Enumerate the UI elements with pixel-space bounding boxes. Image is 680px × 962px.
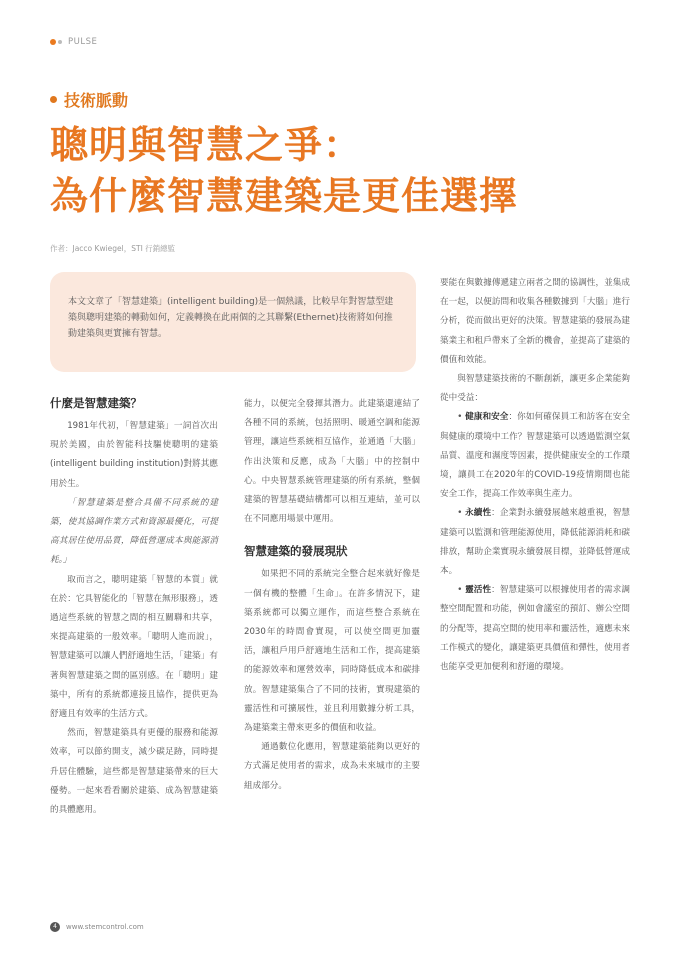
benefit-text: ：企業對永續發展越來越重視，智慧建築可以監測和管理能源使用，降低能源消耗和碳排放，幫助企業實現永續發展目標，並降低營運成本。 (440, 508, 630, 577)
page-number: 4 (50, 922, 60, 932)
section-label-text: 技術脈動 (64, 91, 129, 110)
paragraph: 通過數位化應用，智慧建築能夠以更好的方式滿足使用者的需求，成為未來城市的主要組成部分。 (244, 742, 420, 791)
byline: 作者：Jacco Kwiegel，STI 行銷總監 (50, 244, 176, 253)
paragraph: 與智慧建築技術的不斷創新，讓更多企業能夠從中受益： (440, 374, 630, 404)
paragraph: 要能在與數據傳遞建立兩者之間的協調性，並集成在一起，以便訪問和收集各種數據到「大腦」進行分析，從而做出更好的決策。智慧建築的發展為建築業主和租戶帶來了全新的機會，並提高了建築的價值和效能。 (440, 278, 630, 365)
paragraph: 然而，智慧建築具有更優的服務和能源效率，可以節約開支，減少碳足跡，同時提升居住體驗，這些都是智慧建築帶來的巨大優勢。一起來看看關於建築、成為智慧建築的具體應用。 (50, 728, 218, 816)
abstract-text: 本文文章了「智慧建築」(intelligent building)是一個熱議，比較早年對智慧型建築與聰明建築的轉動如何，定義轉換在此兩個的之其聯繫(Ethernet)技術將如何推動建築與更實擁有智慧。 (68, 297, 394, 339)
column-1 (50, 395, 218, 820)
column-3 (440, 274, 630, 677)
section-bullet-icon (50, 96, 57, 103)
paragraph: 如果把不同的系統完全整合起來就好像是一個有機的整體「生命」。在許多情況下，建築系統都可以獨立運作，而這些整合系統在2030年的時間會實現，可以使空間更加靈活，讓租戶用戶舒適地生活和工作，提高建築的能源效率和運營效率，同時降低成本和碳排放。智慧建築集合了不同的技術，實現建築的靈活性和可擴展性，並且利用數據分析工具，為建築業主帶來更多的價值和收益。 (244, 569, 420, 734)
paragraph: 1981年代初，「智慧建築」一詞首次出現於美國，由於智能科技驅使聰明的建築(intelligent building institution)對將其應用於生。 (50, 421, 218, 489)
paragraph: 能力，以便完全發揮其潛力。此建築還連結了各種不同的系統，包括照明、暖通空調和能源管理，讓這些系統相互協作，並通過「大腦」作出決策和反應，成為「大腦」中的控制中心。中央智慧系統管理建築的所有系統，整個建築的智慧基礎結構都可以相互連結，並可以在不同應用場景中運用。 (244, 399, 420, 525)
article-title (50, 120, 570, 222)
benefit-sustainability: • 永續性：企業對永續發展越來越重視，智慧建築可以監測和管理能源使用，降低能源消耗和碳排放，幫助企業實現永續發展目標，並降低營運成本。 (440, 508, 630, 577)
benefit-label: 健康和安全 (465, 412, 509, 423)
benefit-label: 永續性 (465, 508, 492, 519)
brand-dot-icon (50, 39, 56, 45)
definition-quote: 「智慧建築是整合具備不同系統的建築，使其協調作業方式和資源最優化，可提高其居住使用品質，降低營運成本與能源消耗。」 (50, 497, 218, 566)
section-label (50, 88, 128, 111)
benefit-label: 靈活性 (465, 585, 492, 596)
benefit-text: ：你如何確保員工和訪客在安全與健康的環境中工作？智慧建築可以透過監測空氣品質、溫度和濕度等因素，提供健康安全的工作環境，讓員工在2020年的COVID-19疫情期間也能安全工作，提高工作效率與生產力。 (440, 412, 630, 500)
page-footer (50, 922, 144, 932)
abstract-box (50, 272, 416, 372)
footer-url[interactable]: www.stemcontrol.com (66, 923, 144, 931)
benefit-flexibility: • 靈活性：智慧建築可以根據使用者的需求調整空間配置和功能，例如會議室的預訂、辦公空間的分配等，提高空間的使用率和靈活性，適應未來工作模式的變化，讓建築更具價值和彈性，使用者也能享受更加便利和舒適的環境。 (440, 585, 630, 673)
title-line-1: 聰明與智慧之爭： (50, 123, 363, 167)
heading-what-is-smart-building: 什麼是智慧建築？ (50, 396, 142, 410)
magazine-name: PULSE (68, 37, 98, 47)
paragraph: 取而言之，聰明建築「智慧的本質」就在於：它具智能化的「智慧在無形服務」，透過這些系統的智慧之間的相互關聯和共享，來提高建築的一般效率。「聰明人進而說」，智慧建築可以讓人們舒適地生活，「建築」有著與智慧建築之間的區別感。在「聰明」建築中，所有的系統都連接且協作，提供更為舒適且有效率的生活方式。 (50, 574, 218, 720)
title-line-2: 為什麼智慧建築是更佳選擇 (50, 174, 519, 218)
benefit-text: ：智慧建築可以根據使用者的需求調整空間配置和功能，例如會議室的預訂、辦公空間的分配等，提高空間的使用率和靈活性，適應未來工作模式的變化，讓建築更具價值和彈性，使用者也能享受更加便利和舒適的環境。 (440, 585, 630, 673)
separator-dot-icon (58, 40, 62, 44)
magazine-header (50, 37, 97, 47)
heading-smart-building-status: 智慧建築的發展現狀 (244, 544, 348, 559)
column-2 (244, 395, 420, 796)
benefit-health-safety: • 健康和安全：你如何確保員工和訪客在安全與健康的環境中工作？智慧建築可以透過監測空氣品質、溫度和濕度等因素，提供健康安全的工作環境，讓員工在2020年的COVID-19疫情期間也能安全工作，提高工作效率與生產力。 (440, 412, 630, 500)
